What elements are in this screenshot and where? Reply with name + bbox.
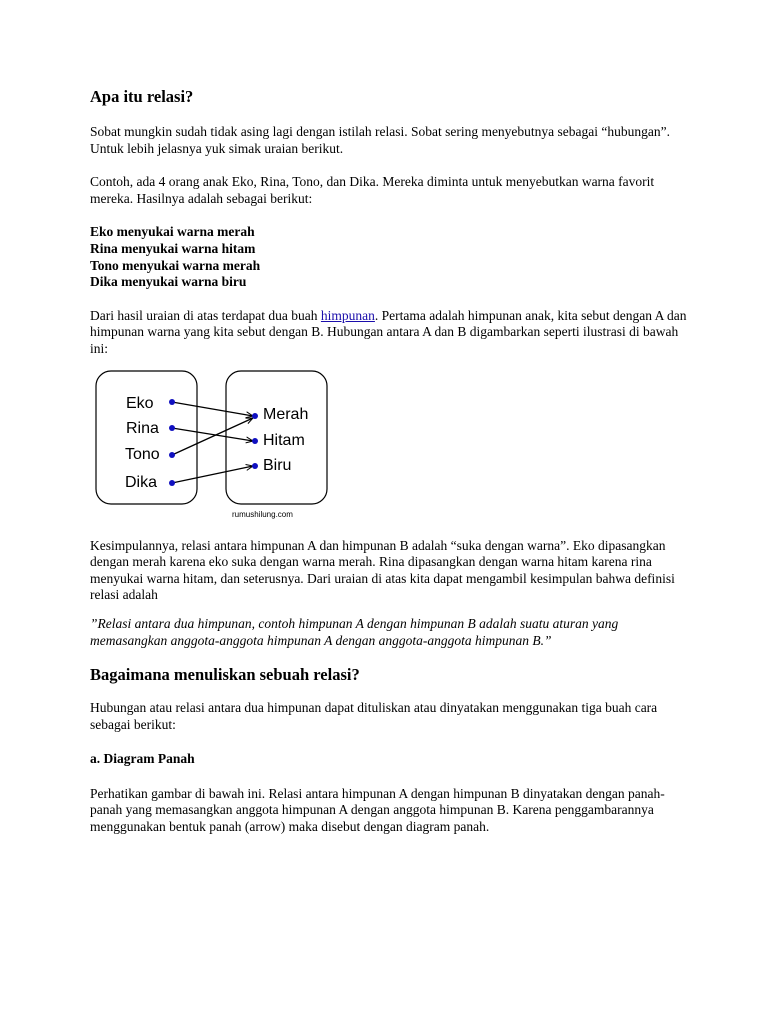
document-page	[90, 86, 690, 836]
fact-item: Eko menyukai warna merah	[90, 224, 255, 240]
set-a-item: Dika	[125, 473, 158, 491]
example-paragraph: Contoh, ada 4 orang anak Eko, Rina, Tono, dan Dika. Mereka diminta untuk menyebutkan warna favorit mereka. Hasilnya adalah sebagai berikut:	[90, 174, 655, 206]
point-dika	[169, 480, 175, 486]
fact-item: Dika menyukai warna biru	[90, 274, 247, 290]
methods-paragraph: Hubungan atau relasi antara dua himpunan dapat dituliskan atau dinyatakan menggunakan tiga buah cara sebagai berikut:	[90, 700, 658, 732]
point-hitam	[252, 438, 258, 444]
himpunan-link[interactable]: himpunan	[320, 307, 375, 323]
set-a-item: Eko	[126, 394, 154, 412]
facts-list	[90, 224, 690, 290]
subheading-diagram-panah: a. Diagram Panah	[90, 751, 195, 767]
intro-paragraph: Sobat mungkin sudah tidak asing lagi dengan istilah relasi. Sobat sering menyebutnya sebagai “hubungan”. Untuk lebih jelasnya yuk simak uraian berikut.	[90, 124, 670, 156]
sets-paragraph	[90, 308, 690, 358]
set-b-item: Biru	[263, 456, 292, 474]
fact-item: Rina menyukai warna hitam	[90, 240, 256, 256]
definition-quote: ”Relasi antara dua himpunan, contoh himpunan A dengan himpunan B adalah suatu aturan yang memasangkan anggota-anggota himpunan A dengan anggota-anggota himpunan B.”	[90, 615, 619, 648]
diagram-source-credit: rumushilung.com	[232, 509, 293, 519]
heading-apa-itu-relasi: Apa itu relasi?	[90, 87, 194, 106]
heading-menuliskan-relasi: Bagaimana menuliskan sebuah relasi?	[90, 665, 360, 685]
diagram-panah-paragraph: Perhatikan gambar di bawah ini. Relasi antara himpunan A dengan himpunan B dinyatakan dengan panah-panah yang memasangkan anggota himpunan A dengan anggota himpunan B. Karena penggambarannya menggunakan bentuk panah (arrow) maka disebut dengan diagram panah.	[90, 785, 665, 835]
set-a-item: Tono	[125, 445, 160, 463]
sets-text-after: . Pertama adalah himpunan anak, kita sebut dengan A dan himpunan warna yang kita sebut dengan B. Hubungan antara A dan B digambarkan seperti ilustrasi di bawah ini:	[90, 307, 687, 356]
sets-text-before: Dari hasil uraian di atas terdapat dua buah	[90, 307, 321, 323]
point-merah	[252, 413, 258, 419]
point-eko	[169, 399, 175, 405]
point-tono	[169, 452, 175, 458]
fact-item: Tono menyukai warna merah	[90, 257, 261, 273]
set-b-item: Hitam	[263, 431, 305, 449]
set-a-item: Rina	[126, 419, 159, 437]
arrow-diagram	[92, 368, 337, 520]
point-rina	[169, 425, 175, 431]
set-b-item: Merah	[263, 405, 309, 423]
conclusion-paragraph: Kesimpulannya, relasi antara himpunan A dan himpunan B adalah “suka dengan warna”. Eko dipasangkan dengan merah karena eko suka dengan warna merah. Rina dipasangkan dengan warna hitam karena rina menyukai warna hitam, dan seterusnya. Dari uraian di atas kita dapat mengambil kesimpulan bahwa definisi relasi adalah	[90, 537, 675, 603]
point-biru	[252, 463, 258, 469]
arrow-diagram-svg	[92, 368, 337, 520]
